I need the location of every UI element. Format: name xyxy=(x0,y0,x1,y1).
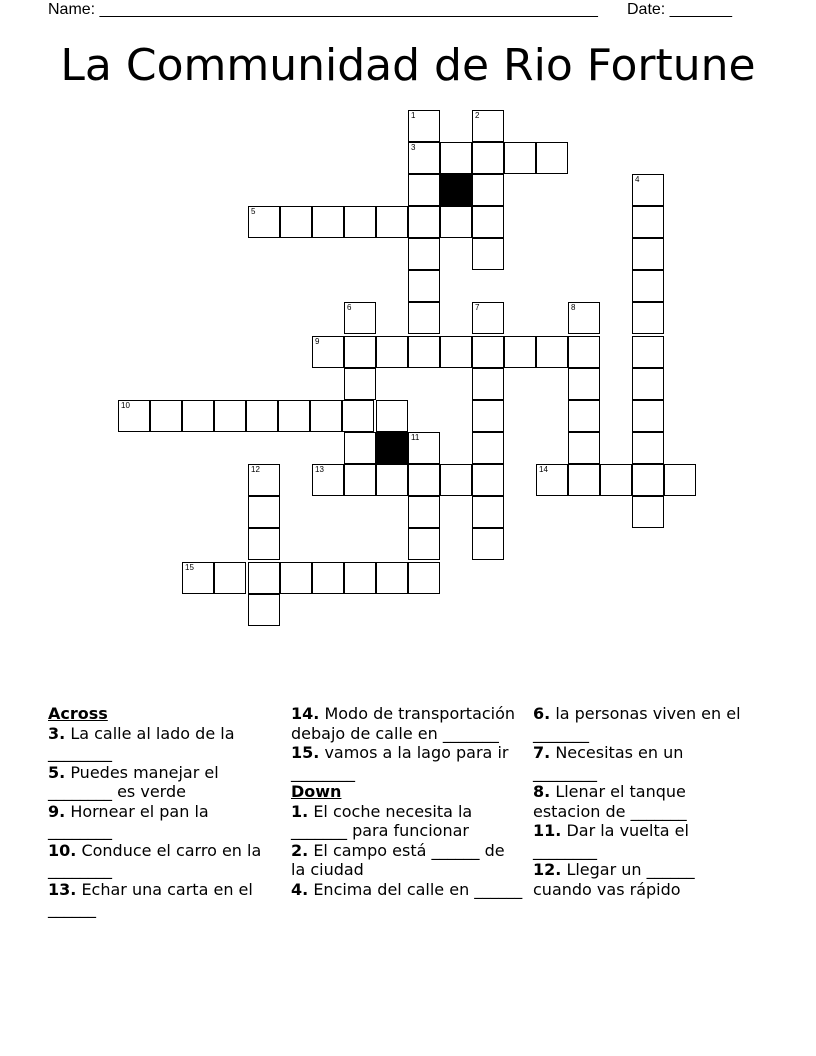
crossword-cell[interactable] xyxy=(632,496,664,528)
crossword-cell[interactable] xyxy=(312,206,344,238)
clue-num: 3. xyxy=(48,723,66,743)
crossword-cell[interactable] xyxy=(472,206,504,238)
black-cell xyxy=(376,432,408,464)
crossword-cell[interactable] xyxy=(472,528,504,560)
clues-column-2 xyxy=(291,704,523,899)
clues-column-3 xyxy=(533,704,747,899)
clue xyxy=(48,880,276,919)
clue-number: 1 xyxy=(411,111,416,120)
name-label: Name: ________________________________________________________ xyxy=(48,1,598,18)
crossword-cell[interactable] xyxy=(344,302,376,334)
crossword-cell[interactable] xyxy=(472,302,504,334)
crossword-cell[interactable] xyxy=(568,464,600,496)
down-clue-list-cont xyxy=(533,704,747,899)
clue-num: 4. xyxy=(291,879,309,899)
crossword-cell[interactable] xyxy=(472,238,504,270)
crossword-cell[interactable] xyxy=(440,142,472,174)
clue-number: 6 xyxy=(347,303,352,312)
crossword-cell[interactable] xyxy=(408,110,440,142)
crossword-cell[interactable] xyxy=(246,400,278,432)
down-clue-list xyxy=(291,802,523,900)
crossword-cell[interactable] xyxy=(248,528,280,560)
crossword-cell[interactable] xyxy=(278,400,310,432)
crossword-cell[interactable] xyxy=(150,400,182,432)
clue-num: 15. xyxy=(291,743,320,762)
crossword-cell[interactable] xyxy=(310,400,342,432)
crossword-cell[interactable] xyxy=(408,336,440,368)
crossword-cell[interactable] xyxy=(344,464,376,496)
clue-text: Dar la vuelta el ________ xyxy=(533,821,689,860)
clue-text: la personas viven en el _______ xyxy=(533,704,741,743)
clue-number: 7 xyxy=(475,303,480,312)
crossword-cell[interactable] xyxy=(472,336,504,368)
crossword-cell[interactable] xyxy=(536,464,568,496)
clue-number: 15 xyxy=(185,563,194,572)
crossword-cell[interactable] xyxy=(408,528,440,560)
crossword-cell[interactable] xyxy=(408,238,440,270)
crossword-cell[interactable] xyxy=(408,302,440,334)
clue-number: 8 xyxy=(571,303,576,312)
crossword-cell[interactable] xyxy=(504,142,536,174)
clue-text: Modo de transportación debajo de calle en _______ xyxy=(291,704,516,743)
clue-number: 11 xyxy=(411,433,420,442)
crossword-cell[interactable] xyxy=(632,174,664,206)
clue-num: 12. xyxy=(533,860,562,879)
clue-num: 1. xyxy=(291,801,309,821)
down-heading: Down xyxy=(291,782,342,801)
clue-text: La calle al lado de la ________ xyxy=(48,723,235,762)
clue xyxy=(291,880,523,900)
clue-num: 14. xyxy=(291,704,320,723)
page-title: La Communidad de Rio Fortune xyxy=(60,40,756,91)
crossword-cell[interactable] xyxy=(214,562,246,594)
crossword-cell[interactable] xyxy=(536,142,568,174)
crossword-cell[interactable] xyxy=(214,400,246,432)
clue xyxy=(533,782,747,821)
clue-text: Puedes manejar el ________ es verde xyxy=(48,762,219,801)
clue-num: 13. xyxy=(48,879,77,899)
clues-column-1 xyxy=(48,704,276,919)
clue xyxy=(291,743,523,782)
crossword-cell[interactable] xyxy=(568,400,600,432)
crossword-cell[interactable] xyxy=(472,432,504,464)
clue xyxy=(48,802,276,841)
crossword-cell[interactable] xyxy=(472,400,504,432)
clue-num: 9. xyxy=(48,801,66,821)
crossword-cell[interactable] xyxy=(408,270,440,302)
crossword-cell[interactable] xyxy=(568,432,600,464)
crossword-cell[interactable] xyxy=(632,238,664,270)
crossword-cell[interactable] xyxy=(472,464,504,496)
crossword-cell[interactable] xyxy=(344,432,376,464)
crossword-cell[interactable] xyxy=(632,270,664,302)
clue xyxy=(291,841,523,880)
clue-num: 11. xyxy=(533,821,562,840)
crossword-cell[interactable] xyxy=(376,400,408,432)
crossword-cell[interactable] xyxy=(344,562,376,594)
crossword-cell[interactable] xyxy=(472,142,504,174)
crossword-cell[interactable] xyxy=(568,336,600,368)
crossword-cell[interactable] xyxy=(182,400,214,432)
clue xyxy=(48,841,276,880)
clue xyxy=(533,821,747,860)
crossword-cell[interactable] xyxy=(344,336,376,368)
crossword-cell[interactable] xyxy=(280,562,312,594)
crossword-cell[interactable] xyxy=(408,142,440,174)
clue xyxy=(291,704,523,743)
clue-number: 9 xyxy=(315,337,320,346)
crossword-cell[interactable] xyxy=(568,302,600,334)
crossword-cell[interactable] xyxy=(504,336,536,368)
crossword-cell[interactable] xyxy=(408,464,440,496)
crossword-cell[interactable] xyxy=(632,302,664,334)
crossword-cell[interactable] xyxy=(280,206,312,238)
clue xyxy=(533,743,747,782)
across-clue-list xyxy=(48,724,276,919)
crossword-cell[interactable] xyxy=(472,496,504,528)
clue-number: 5 xyxy=(251,207,256,216)
black-cell xyxy=(440,174,472,206)
crossword-cell[interactable] xyxy=(248,594,280,626)
crossword-cell[interactable] xyxy=(248,464,280,496)
crossword-cell[interactable] xyxy=(248,206,280,238)
clue-text: El coche necesita la _______ para funcionar xyxy=(291,801,473,840)
across-heading: Across xyxy=(48,704,108,723)
clue xyxy=(48,763,276,802)
crossword-cell[interactable] xyxy=(248,562,280,594)
clue-text: Necesitas en un ________ xyxy=(533,743,684,782)
crossword-cell[interactable] xyxy=(118,400,150,432)
crossword-cell[interactable] xyxy=(376,206,408,238)
crossword-cell[interactable] xyxy=(182,562,214,594)
crossword-cell[interactable] xyxy=(312,336,344,368)
clue-text: El campo está ______ de la ciudad xyxy=(291,840,505,879)
across-clue-list-cont xyxy=(291,704,523,782)
clue-number: 3 xyxy=(411,143,416,152)
clue-text: Hornear el pan la ________ xyxy=(48,801,209,840)
clue-num: 5. xyxy=(48,762,66,782)
crossword-cell[interactable] xyxy=(600,464,632,496)
clue-number: 4 xyxy=(635,175,640,184)
crossword-cell[interactable] xyxy=(472,368,504,400)
crossword-cell[interactable] xyxy=(632,206,664,238)
clue-num: 6. xyxy=(533,704,551,723)
clue-number: 14 xyxy=(539,465,548,474)
clue-text: Encima del calle en ______ xyxy=(313,879,523,899)
crossword-cell[interactable] xyxy=(312,464,344,496)
crossword-cell[interactable] xyxy=(248,496,280,528)
crossword-cell[interactable] xyxy=(440,206,472,238)
crossword-cell[interactable] xyxy=(568,368,600,400)
crossword-cell[interactable] xyxy=(342,400,374,432)
crossword-cell[interactable] xyxy=(472,110,504,142)
clue-number: 12 xyxy=(251,465,260,474)
clue-num: 8. xyxy=(533,782,551,801)
clue-text: Echar una carta en el ______ xyxy=(48,879,253,918)
crossword-cell[interactable] xyxy=(664,464,696,496)
clue xyxy=(48,724,276,763)
crossword-cell[interactable] xyxy=(536,336,568,368)
crossword-cell[interactable] xyxy=(440,464,472,496)
clue-num: 7. xyxy=(533,743,551,762)
clue-text: Llegar un ______ cuando vas rápido xyxy=(533,860,695,899)
crossword-cell[interactable] xyxy=(408,206,440,238)
clue xyxy=(533,704,747,743)
crossword-cell[interactable] xyxy=(632,400,664,432)
crossword-cell[interactable] xyxy=(312,562,344,594)
crossword-cell[interactable] xyxy=(632,368,664,400)
clue-text: vamos a la lago para ir ________ xyxy=(291,743,509,782)
clue-number: 10 xyxy=(121,401,130,410)
clue xyxy=(291,802,523,841)
clue-number: 13 xyxy=(315,465,324,474)
clue-num: 10. xyxy=(48,840,77,860)
clue-text: Llenar el tanque estacion de _______ xyxy=(533,782,687,821)
crossword-cell[interactable] xyxy=(632,464,664,496)
clue xyxy=(533,860,747,899)
clue-number: 2 xyxy=(475,111,480,120)
crossword-cell[interactable] xyxy=(632,336,664,368)
crossword-cell[interactable] xyxy=(472,174,504,206)
clue-num: 2. xyxy=(291,840,309,860)
crossword-cell[interactable] xyxy=(632,432,664,464)
crossword-cell[interactable] xyxy=(408,496,440,528)
date-label: Date: _______ xyxy=(627,1,732,18)
crossword-cell[interactable] xyxy=(344,368,376,400)
crossword-cell[interactable] xyxy=(408,562,440,594)
clue-text: Conduce el carro en la ________ xyxy=(48,840,262,879)
crossword-cell[interactable] xyxy=(376,336,408,368)
crossword-cell[interactable] xyxy=(376,562,408,594)
crossword-cell[interactable] xyxy=(344,206,376,238)
crossword-cell[interactable] xyxy=(376,464,408,496)
crossword-cell[interactable] xyxy=(408,432,440,464)
crossword-cell[interactable] xyxy=(440,336,472,368)
crossword-cell[interactable] xyxy=(408,174,440,206)
